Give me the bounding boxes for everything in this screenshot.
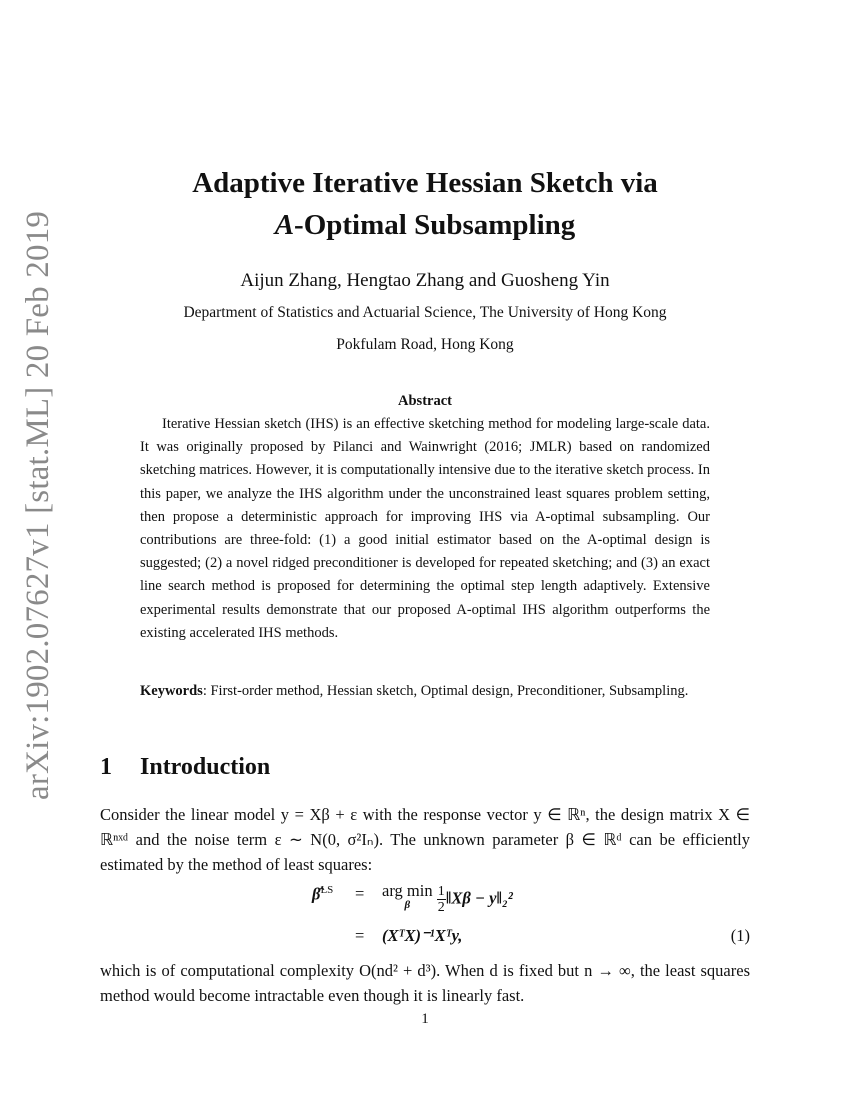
section-title: Introduction <box>140 754 271 780</box>
keywords-text: : First-order method, Hessian sketch, Optimal design, Preconditioner, Subsampling. <box>202 683 689 699</box>
equation-row-2 <box>100 926 750 956</box>
section-number: 1 <box>100 754 112 780</box>
intro-paragraph: Consider the linear model y = Xβ + ε with the response vector y ∈ ℝⁿ, the design matrix X ∈ ℝⁿˣᵈ and the noise term ε ∼ N(0, σ²Iₙ). The unknown parameter β ∈ ℝᵈ can be efficiently estimated by the method of least squares: <box>100 805 750 874</box>
title-line-2-rest: -Optimal Subsampling <box>294 209 576 241</box>
equation-rel-2: = <box>355 926 365 945</box>
equation-1 <box>100 881 750 954</box>
fraction <box>437 884 446 915</box>
fraction-numerator: 1 <box>437 884 445 899</box>
arxiv-identifier-text: arXiv:1902.07627v1 [stat.ML] 20 Feb 2019 <box>20 210 56 800</box>
section-heading <box>100 754 270 781</box>
abstract-body <box>140 413 710 645</box>
argmin-subscript: β <box>404 899 411 911</box>
title-line-2-italic: A <box>274 209 295 241</box>
abstract-heading: Abstract <box>398 393 452 409</box>
argmin-text: arg min <box>382 881 433 900</box>
paper-title <box>100 162 750 246</box>
title-line-1: Adaptive Iterative Hessian Sketch via <box>192 167 658 199</box>
page-number: 1 <box>421 1011 429 1027</box>
fraction-denominator: 2 <box>437 900 445 915</box>
argmin-operator <box>382 881 433 912</box>
equation-lhs-sup: LS <box>320 884 334 896</box>
equation-lhs <box>312 884 333 905</box>
equation-rhs-2: (XᵀX)⁻¹Xᵀy, <box>382 926 463 945</box>
equation-rhs-1 <box>382 881 513 915</box>
complexity-paragraph: which is of computational complexity O(nd² + d³). When d is fixed but n → ∞, the least squares method would become intractable even though it is linearly fast. <box>100 961 750 1005</box>
keywords <box>140 680 710 703</box>
equation-number: (1) <box>730 926 750 945</box>
title-line-2 <box>100 204 750 246</box>
keywords-label: Keywords <box>140 683 203 699</box>
equation-lhs-symbol: β̂ <box>312 884 321 904</box>
abstract-text: Iterative Hessian sketch (IHS) is an effective sketching method for modeling large-scale data. It was originally proposed by Pilanci and Wainwright (2016; JMLR) based on randomized sketching matrices. However, it is computationally intensive due to the iterative sketch process. In this paper, we analyze the IHS algorithm under the unconstrained least squares problem setting, then propose a deterministic approach for improving IHS via A-optimal subsampling. Our contributions are three-fold: (1) a good initial estimator based on the A-optimal design is suggested; (2) a novel ridged preconditioner is developed for repeated sketching; and (3) an exact line search method is proposed for determining the optimal step length adaptively. Extensive experimental results demonstrate that our proposed A-optimal IHS algorithm outperforms the existing accelerated IHS methods. <box>140 416 710 641</box>
equation-rel-1: = <box>355 884 365 903</box>
authors: Aijun Zhang, Hengtao Zhang and Guosheng Yin <box>240 270 610 291</box>
affiliation-line-1: Department of Statistics and Actuarial Science, The University of Hong Kong <box>183 304 667 321</box>
norm-expression: ‖Xβ − y‖₂² <box>445 888 513 908</box>
equation-row-1 <box>100 881 750 915</box>
affiliation-line-2: Pokfulam Road, Hong Kong <box>336 336 514 353</box>
arxiv-identifier <box>20 210 56 800</box>
